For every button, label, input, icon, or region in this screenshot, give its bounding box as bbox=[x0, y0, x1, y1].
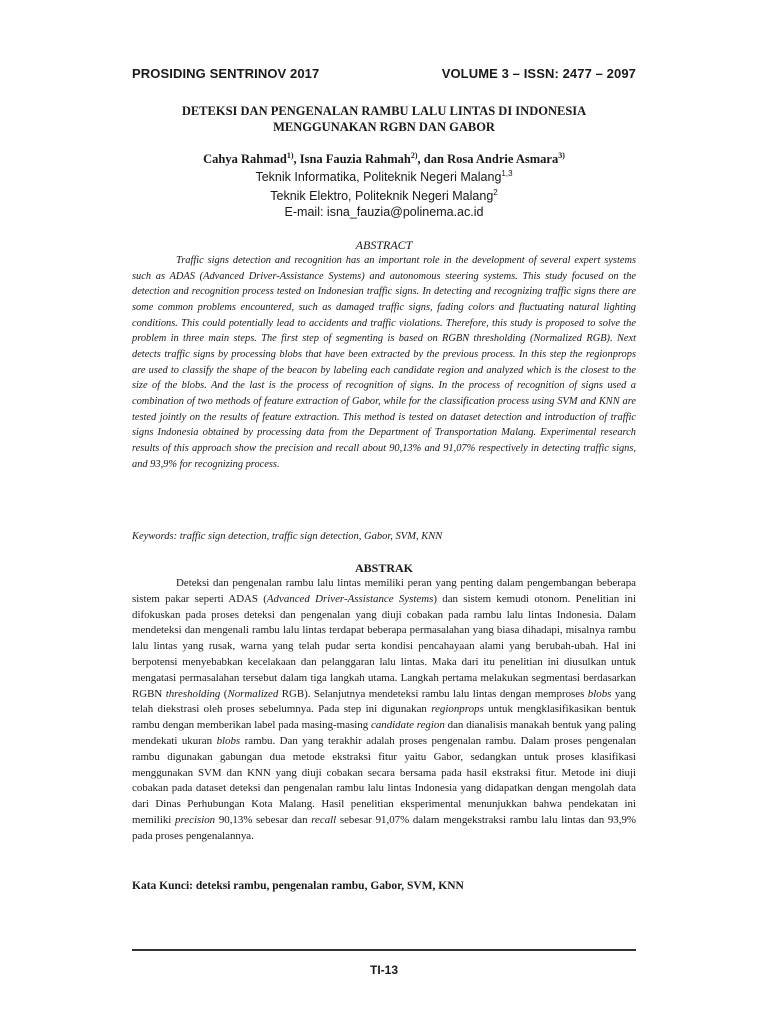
abstrak-italic-term: Advanced Driver-Assistance Systems bbox=[266, 592, 434, 605]
footer-divider bbox=[132, 949, 636, 951]
affiliation-1 bbox=[132, 165, 636, 186]
volume-issn: VOLUME 3 – ISSN: 2477 – 2097 bbox=[441, 66, 636, 81]
affiliation-2 bbox=[132, 184, 636, 205]
author-3: Rosa Andrie Asmara bbox=[447, 152, 559, 167]
abstrak-text: rambu. Dan yang terakhir adalah proses pengenalan rambu. Dalam proses pengenalan rambu digunakan gabungan dua metode ekstraksi fitur yaitu Gabor, sedangkan untuk proses klasifikasi menggunakan SVM dan KNN yang diuji cobakan secara bersama pada hasil ekstraksi fitur. Metode ini diuji cobakan pada dataset deteksi dan pengenalan rambu lalu lintas Indonesia yang didapatkan dengan mengolah data dari Dinas Perhubungan Kota Malang. Hasil penelitian eksperimental menunjukkan bahwa pendekatan ini memiliki bbox=[132, 734, 636, 826]
page-number: TI-13 bbox=[369, 963, 398, 977]
proceedings-name: PROSIDING SENTRINOV 2017 bbox=[132, 66, 320, 81]
abstrak-text: ) dan sistem kemudi otonom. Penelitian ini difokuskan pada proses deteksi dan pengenalan yang diuji cobakan pada rambu lalu lintas Indonesia. Dalam mendeteksi dan mengenali rambu lalu lintas terdapat beberapa permasalahan yang biasa dihadapi, misalnya rambu lalu lintas yang rusak, warna yang telah pudar serta kondisi pencahayaan alami yang berubah-ubah. Hal ini berpotensi menyebabkan kecelakaan dan pelanggaran lalu lintas. Maka dari itu penelitian ini diusulkan untuk mengatasi permasalahan tersebut dalam tiga langkah utama. Langkah pertama melakukan segmentasi berdasarkan RGBN bbox=[132, 592, 636, 700]
abstrak-italic-term: blobs bbox=[216, 734, 241, 747]
title-line-1: DETEKSI DAN PENGENALAN RAMBU LALU LINTAS DI INDONESIA bbox=[181, 104, 587, 118]
author-separator: , bbox=[293, 152, 300, 167]
affiliation-2-mark: 2 bbox=[493, 188, 498, 197]
kata-kunci: Kata Kunci: deteksi rambu, pengenalan rambu, Gabor, SVM, KNN bbox=[132, 880, 464, 892]
abstrak-italic-term: Normalized bbox=[227, 687, 279, 700]
abstrak-italic-term: recall bbox=[311, 813, 337, 826]
abstrak-italic-term: thresholding bbox=[165, 687, 221, 700]
abstrak-text: RGB). Selanjutnya mendeteksi rambu lalu lintas dengan memproses bbox=[278, 687, 588, 700]
abstrak-body bbox=[132, 576, 636, 845]
author-3-mark: 3) bbox=[558, 151, 565, 160]
abstract-heading: ABSTRACT bbox=[355, 238, 413, 252]
paper-title bbox=[132, 103, 636, 135]
abstrak-italic-term: precision bbox=[175, 813, 216, 826]
abstrak-italic-term: blobs bbox=[587, 687, 612, 700]
abstrak-text: sebesar 91,07% dalam mengekstraksi rambu lalu lintas dan 93,9% pada proses pengenalannya. bbox=[132, 813, 636, 842]
abstrak-text: dan dianalisis manakah bentuk yang paling mendekati ukuran bbox=[132, 719, 636, 747]
abstract-body: Traffic signs detection and recognition has an important role in the development of several expert systems such as ADAS (Advanced Driver-Assistance Systems) and autonomous steering systems. This study focused on the detection and recognition process tested on Indonesian traffic signs. In detecting and recognizing traffic signs there are some common problems encountered, such as damaged traffic signs, fading colors and fluctuating natural lighting conditions. This could potentially lead to accidents and traffic violations. Therefore, this study is proposed to solve the problem in three main steps. The first step of segmenting is based on RGBN thresholding (Normalized RGB). Next detects traffic signs by processing blobs that have been extracted by the previous process. In this step the regionprops are used to classify the shape of the beacon by labeling each candidate region and analyzed which is the closest to the size of the blobs. And the last is the process of recognition of signs. In the process of recognition of signs used a combination of two methods of feature extraction of Gabor, while for the classification process using SVM and KNN are tested jointly on the results of feature extraction. This method is tested on dataset detection and introduction of traffic signs Indonesia obtained by processing data from the Department of Transportation Malang. Experimental research results of this approach show the precision and recall about 90,13% and 91,07% respectively in detecting traffic signs, and 93,9% for recognizing process. bbox=[132, 255, 636, 470]
abstrak-text: 90,13% sebesar dan bbox=[215, 813, 312, 826]
abstrak-text: ( bbox=[220, 687, 228, 700]
running-header bbox=[132, 66, 636, 81]
title-line-2: MENGGUNAKAN RGBN DAN GABOR bbox=[273, 120, 495, 134]
abstrak-text: Deteksi dan pengenalan rambu lalu lintas memiliki peran yang penting dalam pengembangan beberapa sistem pakar seperti ADAS ( bbox=[132, 577, 636, 605]
abstrak-italic-term: candidate region bbox=[370, 719, 445, 732]
abstrak-heading: ABSTRAK bbox=[354, 561, 413, 575]
author-separator: , dan bbox=[417, 152, 448, 167]
author-2: Isna Fauzia Rahmah bbox=[299, 152, 411, 167]
author-2-mark: 2) bbox=[410, 151, 418, 160]
author-1-mark: 1) bbox=[286, 151, 294, 160]
abstrak-text: untuk mengklasifikasikan bentuk rambu dengan memberikan label pada masing-masing bbox=[132, 703, 636, 732]
abstrak-text: yang telah diekstrasi oleh proses sebelumnya. Pada step ini digunakan bbox=[132, 687, 636, 716]
abstrak-italic-term: regionprops bbox=[431, 703, 484, 716]
affiliation-1-mark: 1,3 bbox=[501, 169, 513, 178]
author-1: Cahya Rahmad bbox=[203, 152, 287, 167]
contact-email: E-mail: isna_fauzia@polinema.ac.id bbox=[284, 205, 484, 219]
affiliation-2-text: Teknik Elektro, Politeknik Negeri Malang bbox=[270, 189, 494, 204]
affiliation-1-text: Teknik Informatika, Politeknik Negeri Malang bbox=[255, 170, 502, 185]
keywords: Keywords: traffic sign detection, traffic sign detection, Gabor, SVM, KNN bbox=[132, 531, 443, 542]
